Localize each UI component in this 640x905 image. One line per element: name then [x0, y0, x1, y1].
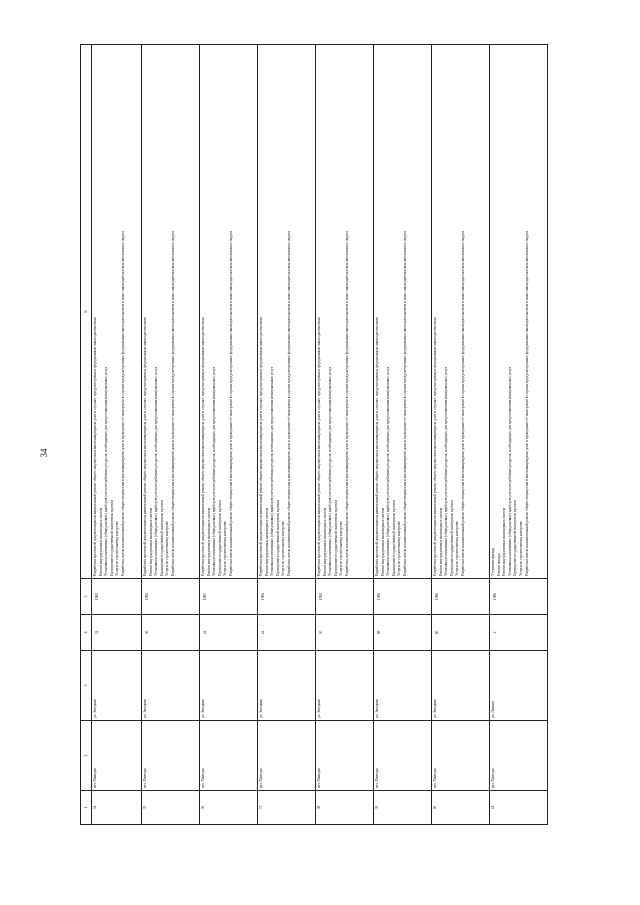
table-row	[316, 45, 374, 825]
street-cell: ул. Звездная	[142, 651, 200, 721]
works-cell	[200, 45, 258, 579]
work-item: Разработка сметы на капитальный ремонт общего имущества в многоквартирном доме и проведение её экспертизы в случаях предусмотренных федеральным законодательством и иные законодательством автономного округа	[524, 231, 529, 576]
table-body	[92, 45, 548, 825]
work-item: Разработка проектной документации на капитальный ремонт общего имущества в многоквартирном доме в случаях, предусмотренных федеральным законодательством	[143, 317, 147, 576]
floors-cell: 58	[374, 615, 432, 651]
street-cell: ул. Звездная	[432, 651, 490, 721]
work-item: Разработка проектной документации на капитальный ремонт общего имущества в многоквартирном доме в случаях, предусмотренных федеральным законодательством	[375, 317, 379, 576]
floors-cell: 30	[316, 615, 374, 651]
work-item: Услуги по строительному контролю	[339, 520, 344, 576]
works-cell	[490, 45, 548, 579]
table-row	[432, 45, 490, 825]
table-row	[142, 45, 200, 825]
works-cell	[432, 45, 490, 579]
work-item: Разработка проектной документации на капитальный ремонт общего имущества в многоквартирном доме в случаях, предусмотренных федеральным законодательством	[259, 317, 263, 576]
work-item: Проведение государственной экспертизы проекта	[449, 499, 454, 576]
rotated-table-wrapper	[80, 45, 608, 825]
street-cell: ул. Звездная	[200, 651, 258, 721]
row-number-cell: 40	[432, 791, 490, 825]
work-item: Установка коллективных (общедомовых) приборов учета потребления ресурсов, необходимых для предоставления коммунальных услуг	[270, 366, 275, 576]
row-number-cell: 34	[92, 791, 142, 825]
floors-cell: 44	[200, 615, 258, 651]
table-row	[92, 45, 142, 825]
work-item: Разработка сметы на капитальный ремонт общего имущества в многоквартирном доме и проведение её экспертизы в случаях предусмотренных федеральным законодательством и иные законодательством автономного округа	[402, 231, 407, 576]
work-item: Разработка сметы на капитальный ремонт общего имущества в многоквартирном доме и проведение её экспертизы в случаях предусмотренных федеральным законодательством и иные законодательством автономного округа	[120, 231, 125, 576]
work-item: Ремонт внутридомовых инженерных систем	[206, 508, 211, 576]
work-item: Проведение государственной экспертизы проекта	[513, 499, 518, 576]
year-cell: 1986	[432, 579, 490, 615]
work-item: Разработка сметы на капитальный ремонт общего имущества в многоквартирном доме и проведение её экспертизы в случаях предусмотренных федеральным законодательством и иные законодательством автономного округа	[286, 231, 291, 576]
work-item: Проведение государственной экспертизы проекта	[275, 499, 280, 576]
street-cell: ул. Звездная	[92, 651, 142, 721]
capital-repair-table	[80, 44, 548, 825]
settlement-cell: пгт. Пангоды	[200, 721, 258, 791]
work-item: Проведение государственной экспертизы проекта	[391, 499, 396, 576]
works-cell	[142, 45, 200, 579]
table-row	[258, 45, 316, 825]
row-number-cell: 35	[142, 791, 200, 825]
work-item: Утепление фасада	[491, 548, 495, 576]
works-cell	[258, 45, 316, 579]
work-item: Установка коллективных (общедомовых) приборов учета потребления ресурсов, необходимых для предоставления коммунальных услуг	[212, 366, 217, 576]
year-cell: 1983	[200, 579, 258, 615]
work-item: Проведение государственной экспертизы проекта	[109, 499, 114, 576]
year-cell: 1986	[374, 579, 432, 615]
work-item: Ремонт внутридомовых инженерных систем	[322, 508, 327, 576]
work-item: Проведение государственной экспертизы проекта	[333, 499, 338, 576]
year-cell: 1984	[258, 579, 316, 615]
column-header: 1	[81, 791, 92, 825]
row-number-cell: 39	[374, 791, 432, 825]
work-item: Ремонт фасада	[496, 553, 501, 576]
work-item: Проведение государственной экспертизы проекта	[159, 499, 164, 576]
settlement-cell: пгт. Пангоды	[432, 721, 490, 791]
year-cell: 1982	[92, 579, 142, 615]
work-item: Установка коллективных (общедомовых) приборов учета потребления ресурсов, необходимых для предоставления коммунальных услуг	[386, 366, 391, 576]
column-header: 6	[81, 45, 92, 579]
work-item: Разработка сметы на капитальный ремонт общего имущества в многоквартирном доме и проведение её экспертизы в случаях предусмотренных федеральным законодательством и иные законодательством автономного округа	[460, 231, 465, 576]
work-item: Ремонт внутридомовых инженерных систем	[438, 508, 443, 576]
work-item: Установка коллективных (общедомовых) приборов учета потребления ресурсов, необходимых для предоставления коммунальных услуг	[328, 366, 333, 576]
street-cell: ул. Ленина	[490, 651, 548, 721]
street-cell: ул. Звездная	[316, 651, 374, 721]
work-item: Разработка проектной документации на капитальный ремонт общего имущества в многоквартирном доме в случаях, предусмотренных федеральным законодательством	[317, 317, 321, 576]
floors-cell: 44	[258, 615, 316, 651]
settlement-cell: пгт. Пангоды	[258, 721, 316, 791]
year-cell: 1986	[490, 579, 548, 615]
work-item: Ремонт внутридомовых инженерных систем	[148, 508, 153, 576]
work-item: Услуги по строительному контролю	[281, 520, 286, 576]
row-number-cell: 41	[490, 791, 548, 825]
floors-cell: 32	[92, 615, 142, 651]
work-item: Разработка проектной документации на капитальный ремонт общего имущества в многоквартирном доме в случаях, предусмотренных федеральным законодательством	[93, 317, 97, 576]
works-cell	[92, 45, 142, 579]
work-item: Услуги по строительному контролю	[165, 520, 170, 576]
column-header: 5	[81, 579, 92, 615]
works-cell	[374, 45, 432, 579]
work-item: Проведение государственной экспертизы проекта	[217, 499, 222, 576]
column-header: 4	[81, 615, 92, 651]
settlement-cell: пгт. Пангоды	[142, 721, 200, 791]
work-item: Разработка сметы на капитальный ремонт общего имущества в многоквартирном доме и проведение её экспертизы в случаях предусмотренных федеральным законодательством и иные законодательством автономного округа	[170, 231, 175, 576]
works-cell	[316, 45, 374, 579]
settlement-cell: пгт. Пангоды	[316, 721, 374, 791]
work-item: Установка коллективных (общедомовых) приборов учета потребления ресурсов, необходимых для предоставления коммунальных услуг	[507, 366, 512, 576]
work-item: Услуги по строительному контролю	[455, 520, 460, 576]
column-header: 3	[81, 651, 92, 721]
floors-cell: 2	[490, 615, 548, 651]
street-cell: ул. Звездная	[374, 651, 432, 721]
street-cell: ул. Звездная	[258, 651, 316, 721]
work-item: Установка коллективных (общедомовых) приборов учета потребления ресурсов, необходимых для предоставления коммунальных услуг	[154, 366, 159, 576]
work-item: Услуги по строительному контролю	[397, 520, 402, 576]
table-row	[490, 45, 548, 825]
work-item: Разработка сметы на капитальный ремонт общего имущества в многоквартирном доме и проведение её экспертизы в случаях предусмотренных федеральным законодательством и иные законодательством автономного округа	[228, 231, 233, 576]
year-cell: 1992	[316, 579, 374, 615]
column-header: 2	[81, 721, 92, 791]
settlement-cell: пгт. Пангоды	[490, 721, 548, 791]
table-row	[200, 45, 258, 825]
settlement-cell: пгт. Пангоды	[374, 721, 432, 791]
work-item: Услуги по строительному контролю	[115, 520, 120, 576]
floors-cell: 60	[432, 615, 490, 651]
work-item: Разработка проектной документации на капитальный ремонт общего имущества в многоквартирном доме в случаях, предусмотренных федеральным законодательством	[201, 317, 205, 576]
work-item: Ремонт внутридомовых инженерных систем	[502, 508, 507, 576]
floors-cell: 30	[142, 615, 200, 651]
row-number-cell: 36	[200, 791, 258, 825]
year-cell: 1982	[142, 579, 200, 615]
work-item: Разработка проектной документации на капитальный ремонт общего имущества в многоквартирном доме в случаях, предусмотренных федеральным законодательством	[433, 317, 437, 576]
column-number-row	[81, 45, 92, 825]
work-item: Ремонт внутридомовых инженерных систем	[380, 508, 385, 576]
row-number-cell: 37	[258, 791, 316, 825]
work-item: Установка коллективных (общедомовых) приборов учета потребления ресурсов, необходимых для предоставления коммунальных услуг	[444, 366, 449, 576]
page-number: 34	[39, 448, 49, 458]
work-item: Услуги по строительному контролю	[223, 520, 228, 576]
row-number-cell: 38	[316, 791, 374, 825]
work-item: Ремонт внутридомовых инженерных систем	[264, 508, 269, 576]
work-item: Разработка сметы на капитальный ремонт общего имущества в многоквартирном доме и проведение её экспертизы в случаях предусмотренных федеральным законодательством и иные законодательством автономного округа	[344, 231, 349, 576]
settlement-cell: пгт. Пангоды	[92, 721, 142, 791]
work-item: Услуги по строительному контролю	[518, 520, 523, 576]
work-item: Установка коллективных (общедомовых) приборов учета потребления ресурсов, необходимых для предоставления коммунальных услуг	[104, 366, 109, 576]
table-row	[374, 45, 432, 825]
work-item: Ремонт внутридомовых инженерных систем	[98, 508, 103, 576]
